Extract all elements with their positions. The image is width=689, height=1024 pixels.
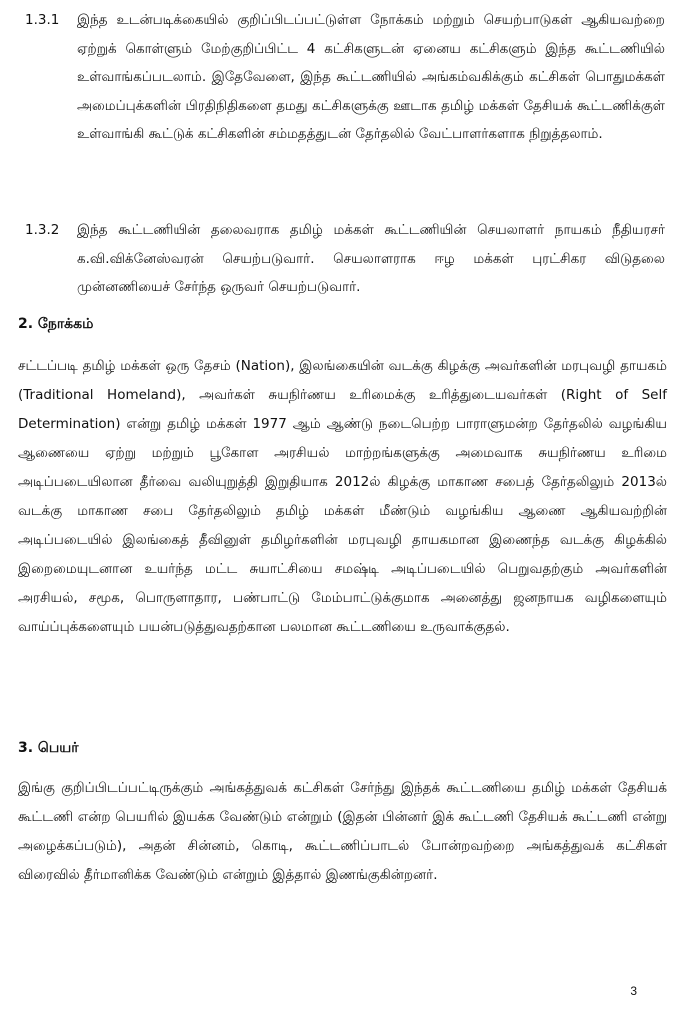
section-heading-name: 3. பெயர் xyxy=(18,740,79,756)
section-heading-objective: 2. நோக்கம் xyxy=(18,316,94,332)
section-body-name: இங்கு குறிப்பிடப்பட்டிருக்கும் அங்கத்துவக் கட்சிகள் சேர்ந்து இந்தக் கூட்டணியை தமிழ் மக்கள் தேசியக் கூட்டணி என்ற பெயரில் இயக்க வேண்டும் என்றும் (இதன் பின்னர் இக் கூட்டணி தேசியக் கூட்டணி என்று அழைக்கப்படும்), அதன் சின்னம், கொடி, கூட்டணிப்பாடல் போன்றவற்றை அங்கத்துவக் கட்சிகள் விரைவில் தீர்மானிக்க வேண்டும் என்றும் இத்தால் இணங்குகின்றனர். xyxy=(18,780,667,883)
clause-text: இந்த கூட்டணியின் தலைவராக தமிழ் மக்கள் கூட்டணியின் செயலாளர் நாயகம் நீதியரசர் க.வி.விக்னேஸ்வரன் செயற்படுவார். செயலாளராக ஈழ மக்கள் புரட்சிகர விடுதலை முன்னணியைச் சேர்ந்த ஒருவர் செயற்படுவார். xyxy=(77,222,665,295)
page-number: 3 xyxy=(630,984,637,998)
clause-number: 1.3.2 xyxy=(25,222,60,238)
clause-text: இந்த உடன்படிக்கையில் குறிப்பிடப்பட்டுள்ள நோக்கம் மற்றும் செயற்பாடுகள் ஆகியவற்றை ஏற்றுக் கொள்ளும் மேற்குறிப்பிட்ட 4 கட்சிகளுடன் ஏனைய கட்சிகளும் இந்த கூட்டணியில் உள்வாங்கப்படலாம். இதேவேளை, இந்த கூட்டணியில் அங்கம்வகிக்கும் கட்சிகள் பொதுமக்கள் அமைப்புக்களின் பிரதிநிதிகளை தமது கட்சிகளுக்கு ஊடாக தமிழ் மக்கள் தேசியக் கூட்டணிக்குள் உள்வாங்கி கூட்டுக் கட்சிகளின் சம்மதத்துடன் தேர்தலில் வேட்பாளர்களாக நிறுத்தலாம். xyxy=(77,12,665,142)
section-body-objective: சட்டப்படி தமிழ் மக்கள் ஒரு தேசம் (Nation), இலங்கையின் வடக்கு கிழக்கு அவர்களின் மரபுவழி தாயகம் (Traditional Homeland), அவர்கள் சுயநிர்ணய உரிமைக்கு உரித்துடையவர்கள் (Right of Self Determination) என்று தமிழ் மக்கள் 1977 ஆம் ஆண்டு நடைபெற்ற பாராளுமன்ற தேர்தலில் வழங்கிய ஆணையை ஏற்று மற்றும் பூகோள அரசியல் மாற்றங்களுக்கு அமைவாக சுயநிர்ணய உரிமை அடிப்படையிலான தீர்வை வலியுறுத்தி இறுதியாக 2012ல் கிழக்கு மாகாண சபைத் தேர்தலிலும் 2013ல் வடக்கு மாகாண சபை தேர்தலிலும் தமிழ் மக்கள் மீண்டும் வழங்கிய ஆணை ஆகியவற்றின் அடிப்படையில் இலங்கைத் தீவினுள் தமிழர்களின் மரபுவழி தாயகமான இணைந்த வடக்கு கிழக்கில் இறைமையுடனான உயர்ந்த மட்ட சுயாட்சியை சமஷ்டி அடிப்படையில் பெறுவதற்கும் அவர்களின் அரசியல், சமூக, பொருளாதார, பண்பாட்டு மேம்பாட்டுக்குமாக அனைத்து ஜனநாயக வழிகளையும் வாய்ப்புக்களையும் பயன்படுத்துவதற்கான பலமான கூட்டணியை உருவாக்குதல். xyxy=(18,358,667,635)
clause-number: 1.3.1 xyxy=(25,12,60,28)
